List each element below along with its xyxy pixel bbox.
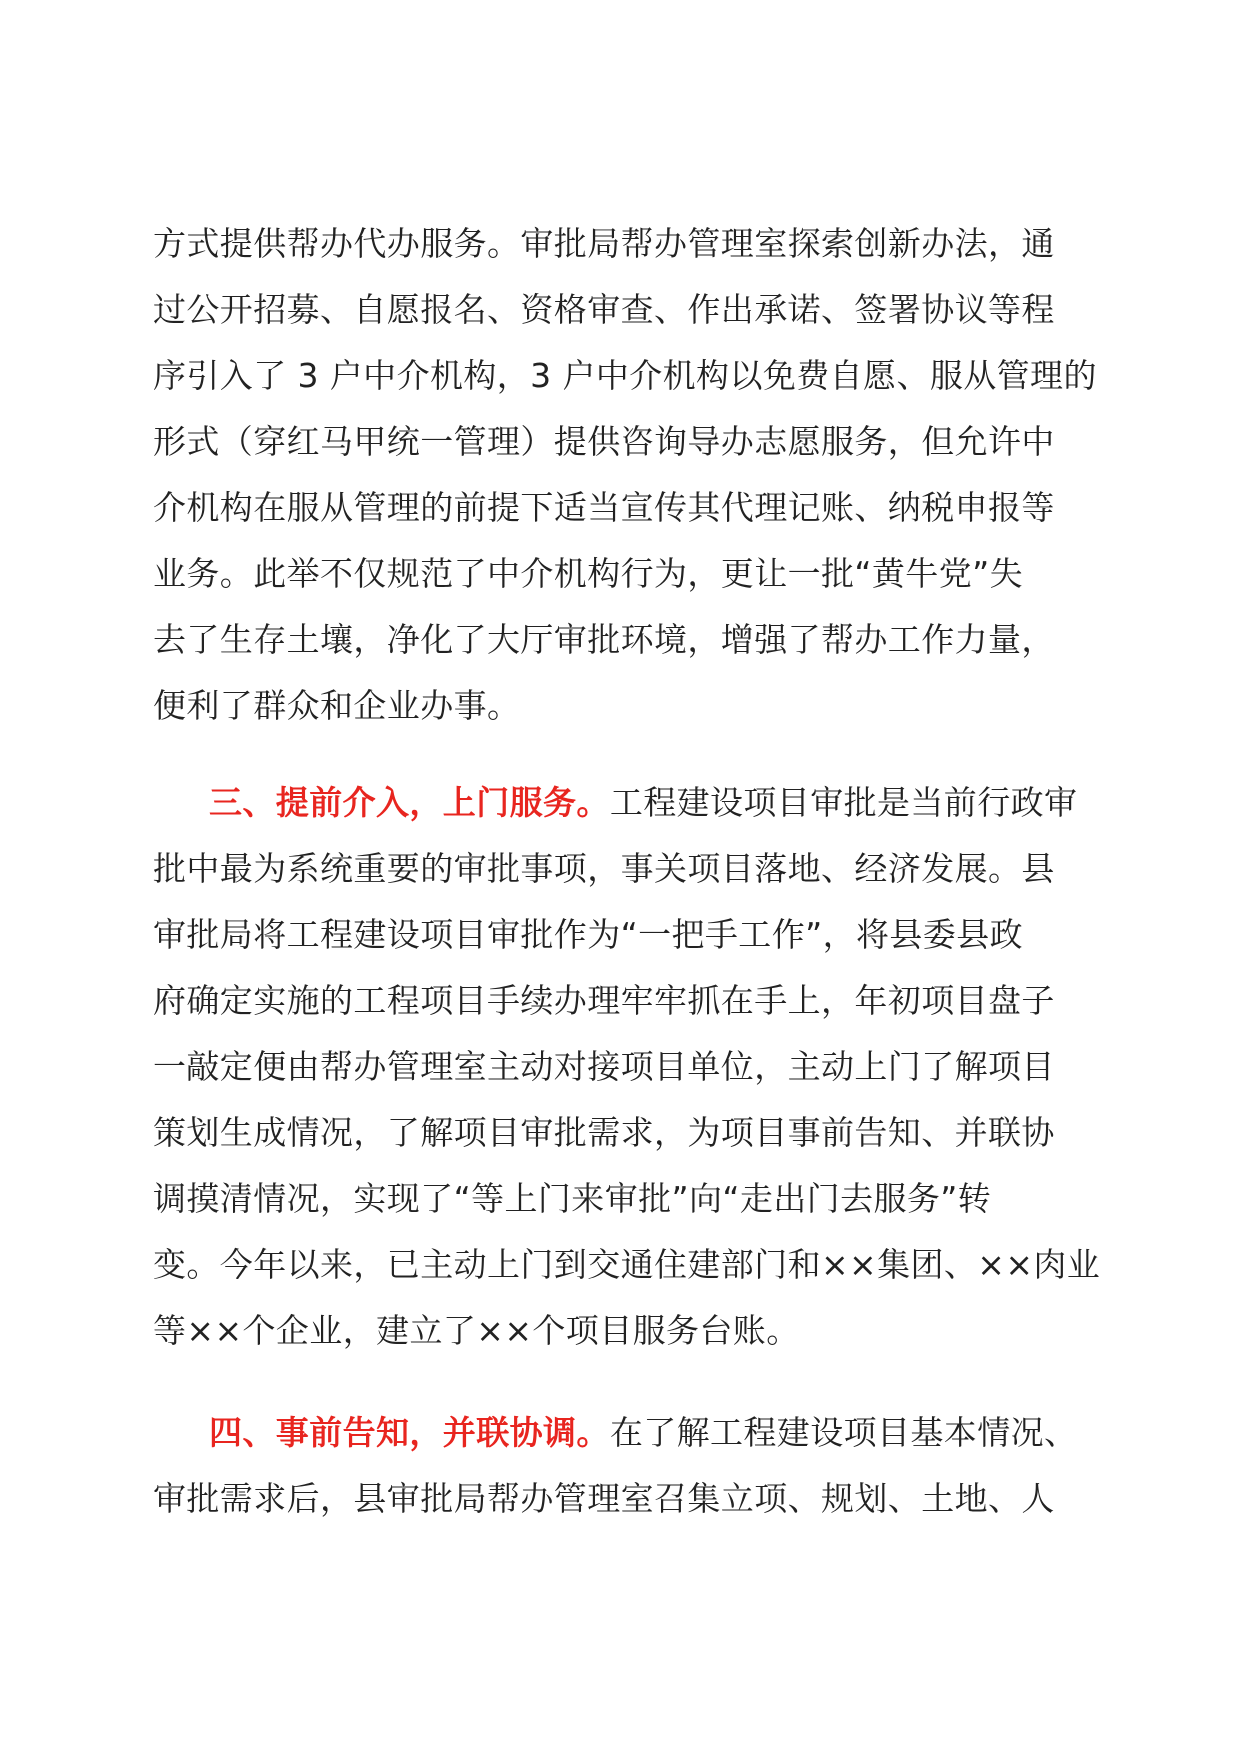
- text-line: 府确定实施的工程项目手续办理牢牢抓在手上，年初项目盘子: [153, 981, 1055, 1020]
- text-line: 过公开招募、自愿报名、资格审查、作出承诺、签署协议等程: [153, 290, 1055, 329]
- text-line: 批中最为系统重要的审批事项，事关项目落地、经济发展。县: [153, 849, 1055, 888]
- text-line: 去了生存土壤，净化了大厅审批环境，增强了帮办工作力量，: [153, 620, 1055, 659]
- text-line: 形式（穿红马甲统一管理）提供咨询导办志愿服务，但允许中: [153, 422, 1055, 461]
- text-line: 策划生成情况，了解项目审批需求，为项目事前告知、并联协: [153, 1113, 1055, 1152]
- section-heading: 三、提前介入，上门服务。: [209, 783, 610, 822]
- text-line: 业务。此举不仅规范了中介机构行为，更让一批“黄牛党”失: [153, 554, 1023, 593]
- paragraph-first-line: [153, 1400, 1093, 1466]
- text-line: 调摸清情况，实现了“等上门来审批”向“走出门去服务”转: [153, 1179, 992, 1218]
- text-line: 等××个企业，建立了××个项目服务台账。: [153, 1311, 800, 1350]
- text-line: 一敲定便由帮办管理室主动对接项目单位，主动上门了解项目: [153, 1047, 1055, 1086]
- text-line: 序引入了 3 户中介机构，3 户中介机构以免费自愿、服从管理的: [153, 356, 1097, 395]
- paragraph-helper-services: [153, 211, 1097, 739]
- text-line: 方式提供帮办代办服务。审批局帮办管理室探索创新办法，通: [153, 224, 1055, 263]
- text-line: 审批局将工程建设项目审批作为“一把手工作”，将县委县政: [153, 915, 1023, 954]
- text-run: 工程建设项目审批是当前行政审: [609, 783, 1078, 822]
- paragraph-early-intervention: [153, 770, 1101, 1364]
- section-heading: 四、事前告知，并联协调。: [209, 1413, 610, 1452]
- text-line: 审批需求后，县审批局帮办管理室召集立项、规划、土地、人: [153, 1479, 1055, 1518]
- text-run: 在了解工程建设项目基本情况、: [609, 1413, 1078, 1452]
- paragraph-advance-notice: [153, 1400, 1093, 1532]
- text-line: 变。今年以来，已主动上门到交通住建部门和××集团、××肉业: [153, 1245, 1101, 1284]
- text-line: 介机构在服从管理的前提下适当宣传其代理记账、纳税申报等: [153, 488, 1055, 527]
- text-line: 便利了群众和企业办事。: [153, 686, 521, 725]
- paragraph-first-line: [153, 770, 1093, 836]
